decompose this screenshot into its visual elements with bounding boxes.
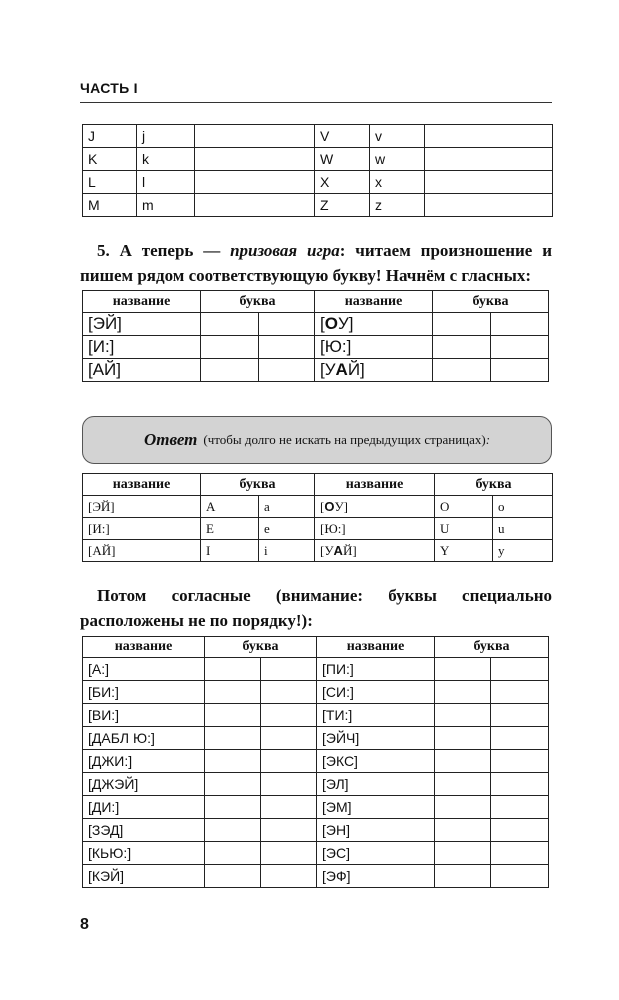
answer-blank-cell[interactable] (491, 313, 549, 336)
answer-blank-cell[interactable] (491, 796, 549, 819)
answer-blank-cell[interactable] (433, 313, 491, 336)
pronunciation-cell: [ДИ:] (83, 796, 205, 819)
table-header-row (83, 637, 549, 658)
pronunciation-cell: [СИ:] (317, 681, 435, 704)
lowercase-letter-cell: a (259, 496, 315, 518)
table-cell: W (315, 148, 370, 171)
exercise-5-text (80, 238, 552, 288)
table-row (83, 704, 549, 727)
table-cell: v (370, 125, 425, 148)
table-row (83, 658, 549, 681)
pronunciation-cell: [УАЙ] (315, 540, 435, 562)
answer-blank-cell[interactable] (201, 336, 259, 359)
answer-colon: : (485, 432, 491, 447)
pronunciation-cell: [ТИ:] (317, 704, 435, 727)
table-header-row (83, 474, 553, 496)
exercise-text-1: А теперь — (119, 241, 221, 260)
table-cell: x (370, 171, 425, 194)
answer-blank-cell[interactable] (261, 727, 317, 750)
uppercase-letter-cell: I (201, 540, 259, 562)
pronunciation-cell: [ЭЛ] (317, 773, 435, 796)
answer-blank-cell[interactable] (261, 796, 317, 819)
answer-blank-cell[interactable] (435, 727, 491, 750)
answer-blank-cell[interactable] (205, 773, 261, 796)
alphabet-table (82, 124, 553, 217)
table-row (83, 540, 553, 562)
table-row (83, 773, 549, 796)
pronunciation-cell: [АЙ] (83, 540, 201, 562)
consonants-table (82, 636, 549, 888)
column-header: название (315, 474, 435, 496)
answer-blank-cell[interactable] (491, 336, 549, 359)
uppercase-letter-cell: A (201, 496, 259, 518)
table-row (83, 313, 549, 336)
column-header: буква (201, 474, 315, 496)
pronunciation-cell: [ЗЭД] (83, 819, 205, 842)
answer-blank-cell[interactable] (205, 865, 261, 888)
answer-table (82, 473, 553, 562)
table-row (83, 727, 549, 750)
answer-blank-cell[interactable] (261, 842, 317, 865)
column-header: буква (433, 291, 549, 313)
table-cell: Z (315, 194, 370, 217)
table-cell (195, 194, 315, 217)
pronunciation-cell: [КЬЮ:] (83, 842, 205, 865)
pronunciation-cell: [ЭФ] (317, 865, 435, 888)
exercise-number: 5. (97, 241, 110, 260)
answer-blank-cell[interactable] (491, 704, 549, 727)
table-cell: w (370, 148, 425, 171)
pronunciation-cell: [АЙ] (83, 359, 201, 382)
table-cell: l (137, 171, 195, 194)
answer-blank-cell[interactable] (259, 313, 315, 336)
table-cell: k (137, 148, 195, 171)
pronunciation-cell: [ОУ] (315, 496, 435, 518)
table-cell: J (83, 125, 137, 148)
answer-blank-cell[interactable] (205, 842, 261, 865)
table-cell: V (315, 125, 370, 148)
answer-blank-cell[interactable] (261, 681, 317, 704)
pronunciation-cell: [ЭЙЧ] (317, 727, 435, 750)
header-rule (80, 102, 552, 103)
uppercase-letter-cell: E (201, 518, 259, 540)
pronunciation-cell: [Ю:] (315, 336, 433, 359)
table-cell: z (370, 194, 425, 217)
pronunciation-cell: [КЭЙ] (83, 865, 205, 888)
answer-blank-cell[interactable] (201, 359, 259, 382)
table-row (83, 865, 549, 888)
table-cell: j (137, 125, 195, 148)
uppercase-letter-cell: O (435, 496, 493, 518)
table-row (83, 842, 549, 865)
pronunciation-cell: [БИ:] (83, 681, 205, 704)
table-cell (425, 171, 553, 194)
answer-blank-cell[interactable] (435, 819, 491, 842)
answer-blank-cell[interactable] (261, 773, 317, 796)
answer-callout (82, 416, 552, 464)
answer-blank-cell[interactable] (433, 336, 491, 359)
answer-blank-cell[interactable] (435, 658, 491, 681)
table-row (83, 819, 549, 842)
answer-blank-cell[interactable] (205, 727, 261, 750)
column-header: название (83, 474, 201, 496)
vowels-table (82, 290, 549, 382)
answer-blank-cell[interactable] (435, 842, 491, 865)
column-header: буква (205, 637, 317, 658)
table-row (83, 359, 549, 382)
table-row (83, 125, 553, 148)
table-row (83, 518, 553, 540)
table-cell (195, 171, 315, 194)
answer-blank-cell[interactable] (205, 819, 261, 842)
pronunciation-cell: [А:] (83, 658, 205, 681)
answer-blank-cell[interactable] (261, 704, 317, 727)
pronunciation-cell: [ДАБЛ Ю:] (83, 727, 205, 750)
column-header: буква (201, 291, 315, 313)
pronunciation-cell: [ОУ] (315, 313, 433, 336)
column-header: буква (435, 474, 553, 496)
page-number: 8 (80, 916, 89, 933)
table-cell: X (315, 171, 370, 194)
answer-blank-cell[interactable] (259, 336, 315, 359)
consonants-intro: Потом согласные (внимание: буквы специально расположены не по порядку!): (80, 586, 552, 630)
table-row (83, 336, 549, 359)
table-cell (195, 148, 315, 171)
answer-blank-cell[interactable] (261, 865, 317, 888)
answer-note: (чтобы долго не искать на предыдущих страницах) (203, 432, 486, 447)
table-cell (425, 148, 553, 171)
uppercase-letter-cell: Y (435, 540, 493, 562)
table-cell: m (137, 194, 195, 217)
answer-blank-cell[interactable] (491, 359, 549, 382)
column-header: название (83, 291, 201, 313)
table-cell: L (83, 171, 137, 194)
section-header: ЧАСТЬ I (80, 80, 138, 96)
answer-blank-cell[interactable] (205, 658, 261, 681)
column-header: буква (435, 637, 549, 658)
table-row (83, 496, 553, 518)
table-cell (425, 125, 553, 148)
answer-blank-cell[interactable] (435, 750, 491, 773)
answer-blank-cell[interactable] (491, 727, 549, 750)
pronunciation-cell: [ЭН] (317, 819, 435, 842)
pronunciation-cell: [ДЖЭЙ] (83, 773, 205, 796)
pronunciation-cell: [ЭЙ] (83, 313, 201, 336)
column-header: название (317, 637, 435, 658)
table-cell: M (83, 194, 137, 217)
lowercase-letter-cell: o (493, 496, 553, 518)
exercise-text-2: : читаем произношение и пишем рядом соответствующую букву! Начнём с гласных: (80, 241, 552, 285)
lowercase-letter-cell: y (493, 540, 553, 562)
table-header-row (83, 291, 549, 313)
answer-blank-cell[interactable] (259, 359, 315, 382)
table-cell (425, 194, 553, 217)
table-row (83, 681, 549, 704)
answer-blank-cell[interactable] (433, 359, 491, 382)
pronunciation-cell: [ЭМ] (317, 796, 435, 819)
answer-blank-cell[interactable] (435, 773, 491, 796)
table-row (83, 750, 549, 773)
answer-blank-cell[interactable] (205, 681, 261, 704)
answer-blank-cell[interactable] (435, 681, 491, 704)
answer-blank-cell[interactable] (491, 658, 549, 681)
answer-blank-cell[interactable] (205, 796, 261, 819)
answer-blank-cell[interactable] (261, 658, 317, 681)
table-row (83, 796, 549, 819)
pronunciation-cell: [Ю:] (315, 518, 435, 540)
pronunciation-cell: [ЭКС] (317, 750, 435, 773)
answer-blank-cell[interactable] (261, 750, 317, 773)
column-header: название (83, 637, 205, 658)
table-row (83, 148, 553, 171)
answer-blank-cell[interactable] (201, 313, 259, 336)
pronunciation-cell: [ЭС] (317, 842, 435, 865)
pronunciation-cell: [ПИ:] (317, 658, 435, 681)
table-cell: K (83, 148, 137, 171)
exercise-emphasis: призовая игра (230, 241, 340, 260)
answer-blank-cell[interactable] (261, 819, 317, 842)
table-cell (195, 125, 315, 148)
answer-blank-cell[interactable] (491, 750, 549, 773)
answer-blank-cell[interactable] (205, 750, 261, 773)
answer-blank-cell[interactable] (435, 865, 491, 888)
column-header: название (315, 291, 433, 313)
answer-blank-cell[interactable] (491, 842, 549, 865)
answer-blank-cell[interactable] (491, 865, 549, 888)
table-row (83, 171, 553, 194)
pronunciation-cell: [ДЖИ:] (83, 750, 205, 773)
pronunciation-cell: [УАЙ] (315, 359, 433, 382)
pronunciation-cell: [ВИ:] (83, 704, 205, 727)
answer-blank-cell[interactable] (435, 704, 491, 727)
answer-blank-cell[interactable] (491, 681, 549, 704)
answer-label: Ответ (143, 430, 198, 449)
lowercase-letter-cell: e (259, 518, 315, 540)
answer-blank-cell[interactable] (491, 773, 549, 796)
pronunciation-cell: [И:] (83, 336, 201, 359)
lowercase-letter-cell: i (259, 540, 315, 562)
answer-blank-cell[interactable] (205, 704, 261, 727)
pronunciation-cell: [ЭЙ] (83, 496, 201, 518)
answer-blank-cell[interactable] (435, 796, 491, 819)
pronunciation-cell: [И:] (83, 518, 201, 540)
uppercase-letter-cell: U (435, 518, 493, 540)
table-row (83, 194, 553, 217)
answer-blank-cell[interactable] (491, 819, 549, 842)
lowercase-letter-cell: u (493, 518, 553, 540)
